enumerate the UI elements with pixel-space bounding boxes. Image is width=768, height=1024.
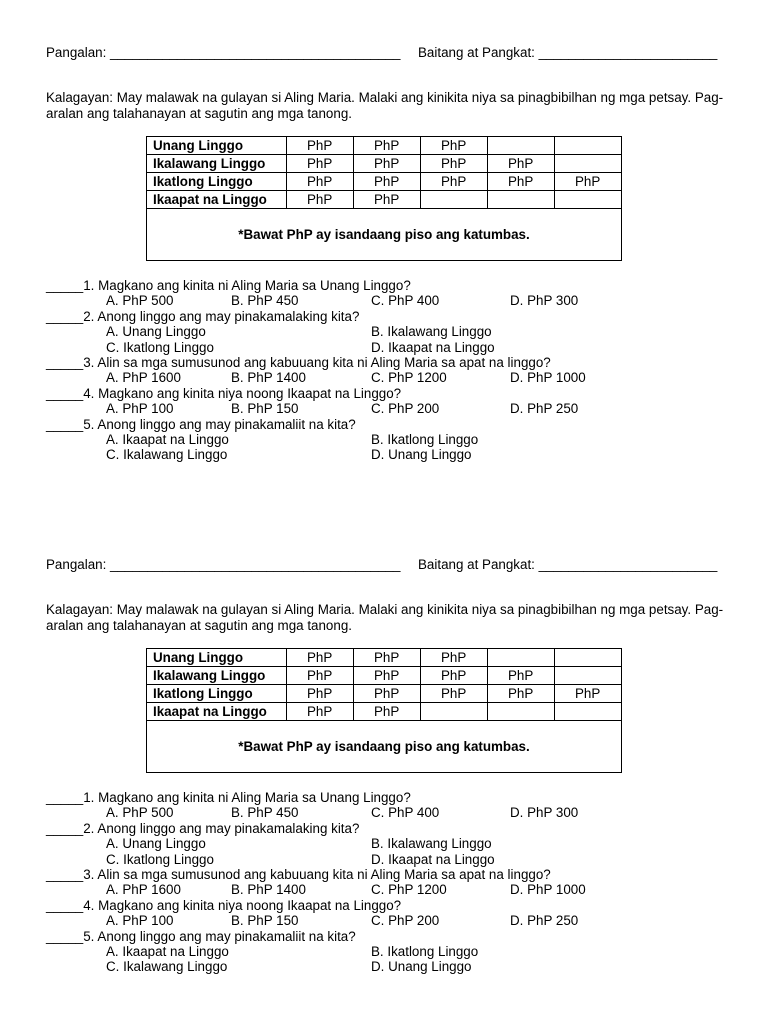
choices-row bbox=[46, 401, 746, 416]
worksheet-copy-2 bbox=[0, 512, 768, 1024]
php-cell: PhP bbox=[354, 649, 421, 667]
choices-row bbox=[46, 447, 746, 462]
choice-b: B. PhP 1400 bbox=[231, 882, 306, 898]
week-label: Ikatlong Linggo bbox=[147, 685, 287, 703]
earnings-table bbox=[146, 648, 622, 773]
choices-row bbox=[46, 882, 746, 897]
question-4: _____4. Magkano ang kinita niya noong Ikaapat na Linggo? bbox=[46, 385, 402, 401]
php-cell: PhP bbox=[421, 155, 488, 173]
choice-a: A. PhP 1600 bbox=[106, 370, 181, 386]
php-cell: PhP bbox=[287, 667, 354, 685]
php-cell: PhP bbox=[287, 649, 354, 667]
week-label: Ikaapat na Linggo bbox=[147, 191, 287, 209]
earnings-table bbox=[146, 136, 622, 261]
choices-row bbox=[46, 370, 746, 385]
choice-c: C. PhP 1200 bbox=[371, 882, 447, 898]
choices-row bbox=[46, 324, 746, 339]
php-cell: PhP bbox=[488, 173, 555, 191]
php-cell bbox=[488, 649, 555, 667]
php-cell: PhP bbox=[421, 667, 488, 685]
question-4: _____4. Magkano ang kinita niya noong Ikaapat na Linggo? bbox=[46, 897, 402, 913]
choice-c: C. PhP 200 bbox=[371, 913, 440, 929]
choices-row bbox=[46, 340, 746, 355]
choice-b: B. PhP 450 bbox=[231, 293, 299, 309]
choice-c: C. Ikatlong Linggo bbox=[106, 339, 214, 355]
choice-a: A. Ikaapat na Linggo bbox=[106, 943, 229, 959]
choice-d: D. PhP 300 bbox=[510, 805, 579, 821]
choices-row bbox=[46, 432, 746, 447]
choice-a: A. PhP 500 bbox=[106, 805, 174, 821]
choice-d: D. Unang Linggo bbox=[371, 447, 472, 463]
php-cell: PhP bbox=[354, 703, 421, 721]
php-cell bbox=[555, 155, 622, 173]
choice-d: D. Unang Linggo bbox=[371, 959, 472, 975]
php-cell: PhP bbox=[354, 173, 421, 191]
choice-c: C. PhP 400 bbox=[371, 293, 440, 309]
php-cell: PhP bbox=[555, 173, 622, 191]
table-note: *Bawat PhP ay isandaang piso ang katumbas. bbox=[147, 721, 622, 773]
choice-a: A. PhP 100 bbox=[106, 401, 174, 417]
php-cell bbox=[488, 137, 555, 155]
table-row bbox=[147, 649, 622, 667]
php-cell: PhP bbox=[421, 137, 488, 155]
php-cell bbox=[421, 703, 488, 721]
php-cell: PhP bbox=[287, 685, 354, 703]
php-cell: PhP bbox=[421, 173, 488, 191]
table-row bbox=[147, 703, 622, 721]
php-cell: PhP bbox=[354, 667, 421, 685]
choice-c: C. Ikatlong Linggo bbox=[106, 851, 214, 867]
table-row bbox=[147, 155, 622, 173]
choice-b: B. Ikalawang Linggo bbox=[371, 324, 492, 340]
php-cell bbox=[555, 649, 622, 667]
php-cell: PhP bbox=[488, 685, 555, 703]
situation-text: Kalagayan: May malawak na gulayan si Aling Maria. Malaki ang kinikita niya sa pinagbibilhan ng mga petsay. Pag-aralan ang talahanayan at sagutin ang mga tanong. bbox=[46, 90, 724, 121]
question-3: _____3. Alin sa mga sumusunod ang kabuuang kita ni Aling Maria sa apat na linggo? bbox=[46, 866, 551, 882]
choice-a: A. PhP 100 bbox=[106, 913, 174, 929]
grade-section-field-label: Baitang at Pangkat: ________________________ bbox=[418, 45, 718, 60]
php-cell: PhP bbox=[354, 685, 421, 703]
week-label: Unang Linggo bbox=[147, 137, 287, 155]
php-cell: PhP bbox=[488, 667, 555, 685]
choice-b: B. PhP 150 bbox=[231, 401, 299, 417]
choices-row bbox=[46, 805, 746, 820]
choice-c: C. PhP 1200 bbox=[371, 370, 447, 386]
php-cell: PhP bbox=[421, 649, 488, 667]
choice-b: B. Ikatlong Linggo bbox=[371, 431, 479, 447]
choice-c: C. PhP 400 bbox=[371, 805, 440, 821]
php-cell bbox=[488, 703, 555, 721]
php-cell bbox=[555, 191, 622, 209]
choices-row bbox=[46, 293, 746, 308]
choice-b: B. PhP 150 bbox=[231, 913, 299, 929]
choice-b: B. PhP 1400 bbox=[231, 370, 306, 386]
choice-a: A. PhP 500 bbox=[106, 293, 174, 309]
table-row bbox=[147, 685, 622, 703]
php-cell: PhP bbox=[287, 137, 354, 155]
choice-d: D. PhP 250 bbox=[510, 913, 579, 929]
week-label: Ikalawang Linggo bbox=[147, 155, 287, 173]
php-cell: PhP bbox=[354, 191, 421, 209]
php-cell bbox=[555, 667, 622, 685]
choice-b: B. PhP 450 bbox=[231, 805, 299, 821]
questions-list bbox=[46, 790, 746, 975]
table-row bbox=[147, 173, 622, 191]
php-cell: PhP bbox=[287, 173, 354, 191]
choice-b: B. Ikalawang Linggo bbox=[371, 836, 492, 852]
question-3: _____3. Alin sa mga sumusunod ang kabuuang kita ni Aling Maria sa apat na linggo? bbox=[46, 354, 551, 370]
choice-c: C. PhP 200 bbox=[371, 401, 440, 417]
table-note: *Bawat PhP ay isandaang piso ang katumbas. bbox=[147, 209, 622, 261]
choice-a: A. Unang Linggo bbox=[106, 324, 206, 340]
choice-c: C. Ikalawang Linggo bbox=[106, 447, 228, 463]
choice-a: A. Ikaapat na Linggo bbox=[106, 431, 229, 447]
table-row bbox=[147, 191, 622, 209]
choices-row bbox=[46, 913, 746, 928]
choice-d: D. Ikaapat na Linggo bbox=[371, 339, 495, 355]
php-cell bbox=[555, 137, 622, 155]
question-5: _____5. Anong linggo ang may pinakamaliit na kita? bbox=[46, 416, 356, 432]
table-note-row bbox=[147, 209, 622, 261]
php-cell: PhP bbox=[354, 155, 421, 173]
choice-a: A. Unang Linggo bbox=[106, 836, 206, 852]
choice-d: D. Ikaapat na Linggo bbox=[371, 851, 495, 867]
php-cell: PhP bbox=[555, 685, 622, 703]
choice-d: D. PhP 300 bbox=[510, 293, 579, 309]
table-note-row bbox=[147, 721, 622, 773]
question-2: _____2. Anong linggo ang may pinakamalaking kita? bbox=[46, 820, 360, 836]
table-row bbox=[147, 667, 622, 685]
choice-d: D. PhP 1000 bbox=[510, 370, 586, 386]
table-row bbox=[147, 137, 622, 155]
php-cell: PhP bbox=[488, 155, 555, 173]
choice-d: D. PhP 1000 bbox=[510, 882, 586, 898]
php-cell: PhP bbox=[421, 685, 488, 703]
situation-text: Kalagayan: May malawak na gulayan si Aling Maria. Malaki ang kinikita niya sa pinagbibilhan ng mga petsay. Pag-aralan ang talahanayan at sagutin ang mga tanong. bbox=[46, 602, 724, 633]
questions-list bbox=[46, 278, 746, 463]
choice-a: A. PhP 1600 bbox=[106, 882, 181, 898]
week-label: Ikaapat na Linggo bbox=[147, 703, 287, 721]
week-label: Ikalawang Linggo bbox=[147, 667, 287, 685]
choices-row bbox=[46, 959, 746, 974]
php-cell: PhP bbox=[354, 137, 421, 155]
php-cell: PhP bbox=[287, 191, 354, 209]
choices-row bbox=[46, 944, 746, 959]
name-field-label: Pangalan: _______________________________________ bbox=[46, 45, 401, 60]
choices-row bbox=[46, 852, 746, 867]
php-cell: PhP bbox=[287, 155, 354, 173]
question-2: _____2. Anong linggo ang may pinakamalaking kita? bbox=[46, 308, 360, 324]
php-cell bbox=[555, 703, 622, 721]
php-cell bbox=[488, 191, 555, 209]
name-field-label: Pangalan: _______________________________________ bbox=[46, 557, 401, 572]
choice-b: B. Ikatlong Linggo bbox=[371, 943, 479, 959]
choice-d: D. PhP 250 bbox=[510, 401, 579, 417]
question-1: _____1. Magkano ang kinita ni Aling Maria sa Unang Linggo? bbox=[46, 278, 411, 293]
week-label: Unang Linggo bbox=[147, 649, 287, 667]
grade-section-field-label: Baitang at Pangkat: ________________________ bbox=[418, 557, 718, 572]
week-label: Ikatlong Linggo bbox=[147, 173, 287, 191]
question-1: _____1. Magkano ang kinita ni Aling Maria sa Unang Linggo? bbox=[46, 790, 411, 805]
php-cell bbox=[421, 191, 488, 209]
choice-c: C. Ikalawang Linggo bbox=[106, 959, 228, 975]
php-cell: PhP bbox=[287, 703, 354, 721]
choices-row bbox=[46, 836, 746, 851]
question-5: _____5. Anong linggo ang may pinakamaliit na kita? bbox=[46, 928, 356, 944]
